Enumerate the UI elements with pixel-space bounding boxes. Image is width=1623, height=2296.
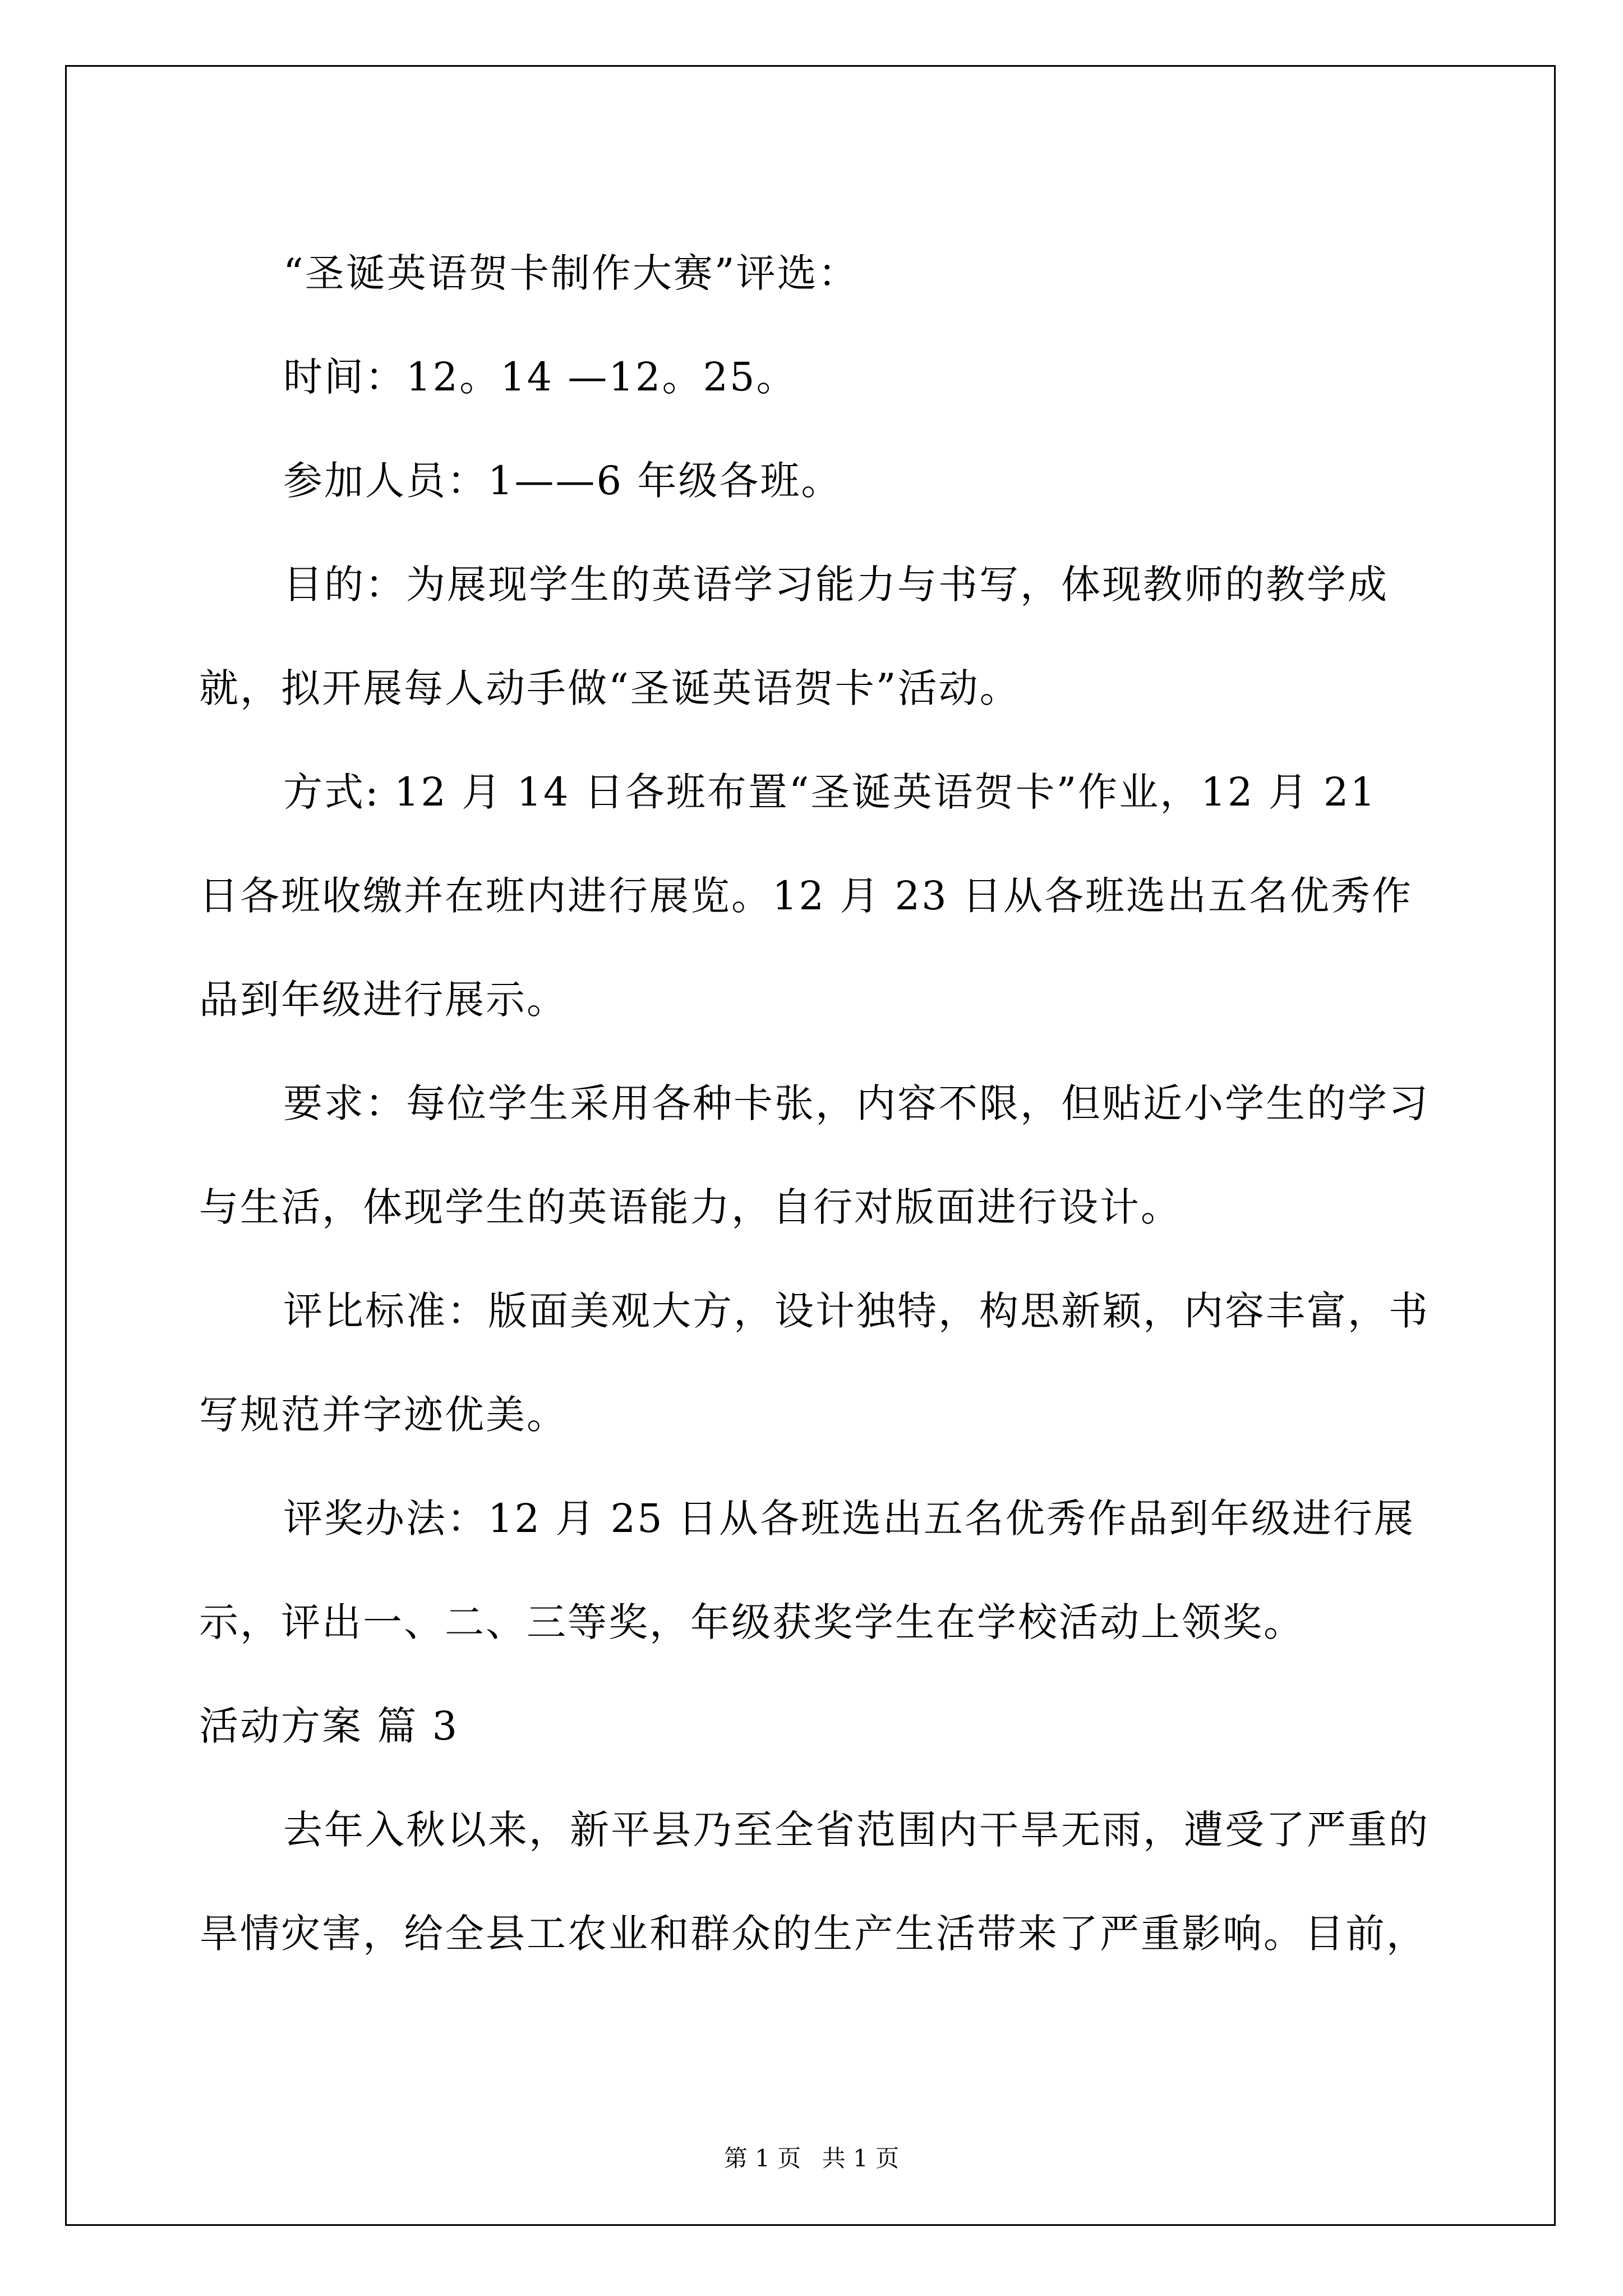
document-body (199, 222, 1430, 1986)
paragraph-requirements: 要求：每位学生采用各种卡张，内容不限，但贴近小学生的学习与生活，体现学生的英语能力，自行对版面进行设计。 (199, 1080, 1430, 1230)
paragraph-time: 时间：12。14 —12。25。 (283, 354, 797, 400)
paragraph-participants: 参加人员：1——6 年级各班。 (283, 458, 842, 504)
section-heading: 活动方案 篇 3 (199, 1703, 459, 1749)
page-number: 第 1 页 (723, 2145, 801, 2172)
page-total: 共 1 页 (822, 2145, 900, 2172)
paragraph-drought: 去年入秋以来，新平县乃至全省范围内干旱无雨，遭受了严重的旱情灾害，给全县工农业和群众的生产生活带来了严重影响。目前， (199, 1807, 1430, 1957)
paragraph-awards: 评奖办法：12 月 25 日从各班选出五名优秀作品到年级进行展示，评出一、二、三等奖，年级获奖学生在学校活动上领奖。 (199, 1496, 1415, 1645)
paragraph-contest-title: “圣诞英语贺卡制作大赛”评选： (283, 250, 859, 296)
paragraph-purpose: 目的：为展现学生的英语学习能力与书写，体现教师的教学成就，拟开展每人动手做“圣诞英语贺卡”活动。 (199, 562, 1389, 711)
paragraph-criteria: 评比标准：版面美观大方，设计独特，构思新颖，内容丰富，书写规范并字迹优美。 (199, 1288, 1430, 1438)
page-footer (0, 2140, 1623, 2174)
paragraph-method: 方式: 12 月 14 日各班布置“圣诞英语贺卡”作业，12 月 21 日各班收缴并在班内进行展览。12 月 23 日从各班选出五名优秀作品到年级进行展示。 (199, 769, 1413, 1023)
